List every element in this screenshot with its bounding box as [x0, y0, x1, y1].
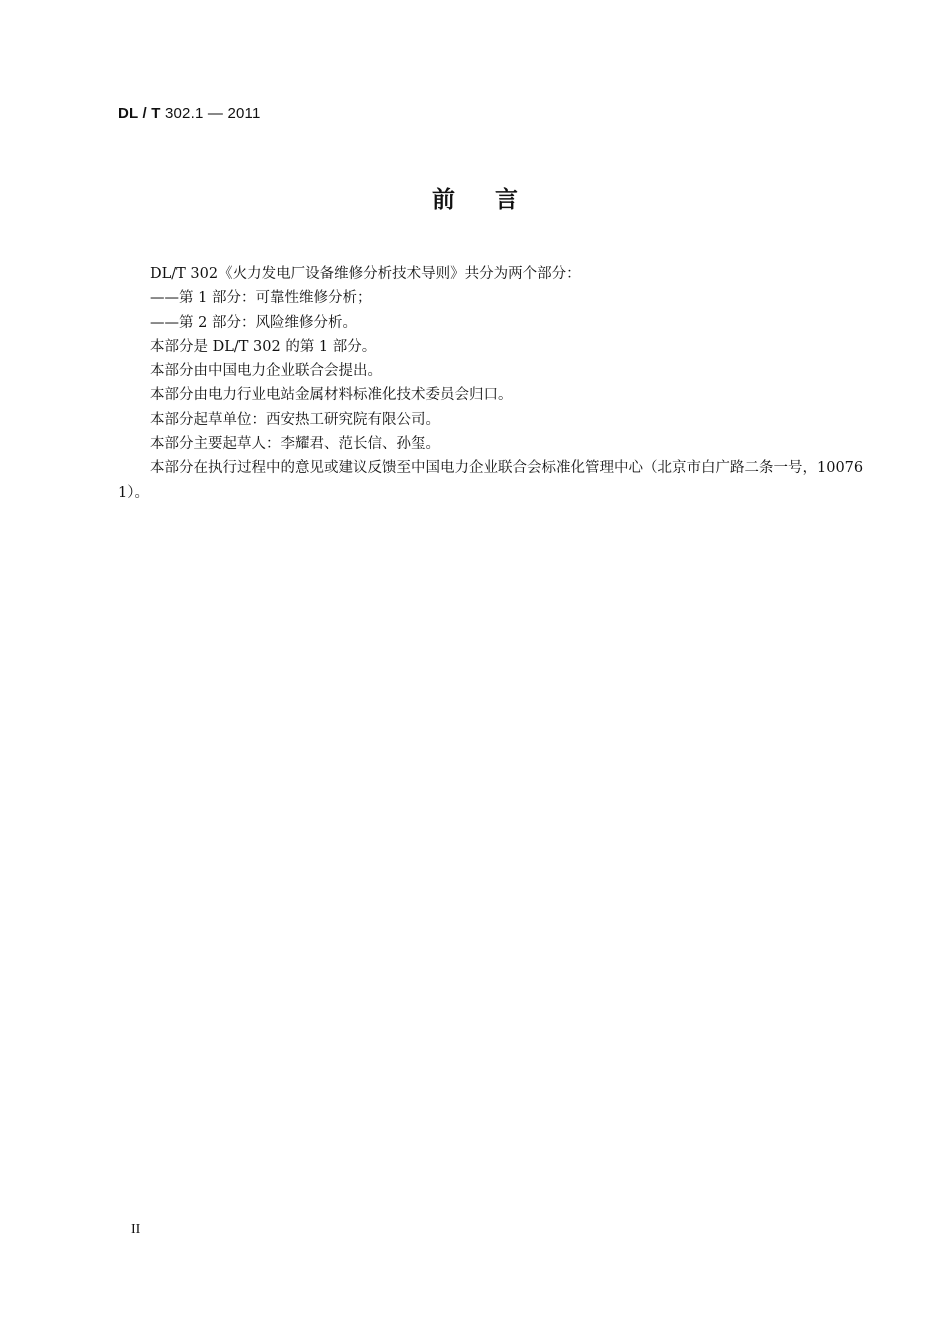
paragraph-drafters: 本部分主要起草人：李耀君、范长信、孙玺。: [150, 436, 440, 453]
paragraph-managed-by: 本部分由电力行业电站金属材料标准化技术委员会归口。: [150, 387, 513, 404]
paragraph-drafting-unit: 本部分起草单位：西安热工研究院有限公司。: [150, 411, 440, 428]
page-title: 前言: [432, 187, 558, 213]
paragraph-this-part: 本部分是 DL/T 302 的第 1 部分。: [150, 338, 377, 355]
foreword-body: [118, 262, 874, 505]
paragraph-part-2: ——第 2 部分：风险维修分析。: [150, 314, 357, 331]
paragraph-proposed-by: 本部分由中国电力企业联合会提出。: [150, 363, 382, 380]
standard-code-prefix: DL / T: [118, 105, 161, 122]
page-number: II: [131, 1222, 141, 1237]
paragraph-parts-intro: DL/T 302《火力发电厂设备维修分析技术导则》共分为两个部分：: [150, 266, 581, 282]
standard-code-header: [118, 104, 261, 124]
paragraph-part-1: ——第 1 部分：可靠性维修分析；: [150, 290, 372, 307]
standard-code-number: 302.1 — 2011: [164, 105, 261, 122]
paragraph-feedback: 本部分在执行过程中的意见或建议反馈至中国电力企业联合会标准化管理中心（北京市白广路二条一号，100761）。: [118, 460, 864, 501]
